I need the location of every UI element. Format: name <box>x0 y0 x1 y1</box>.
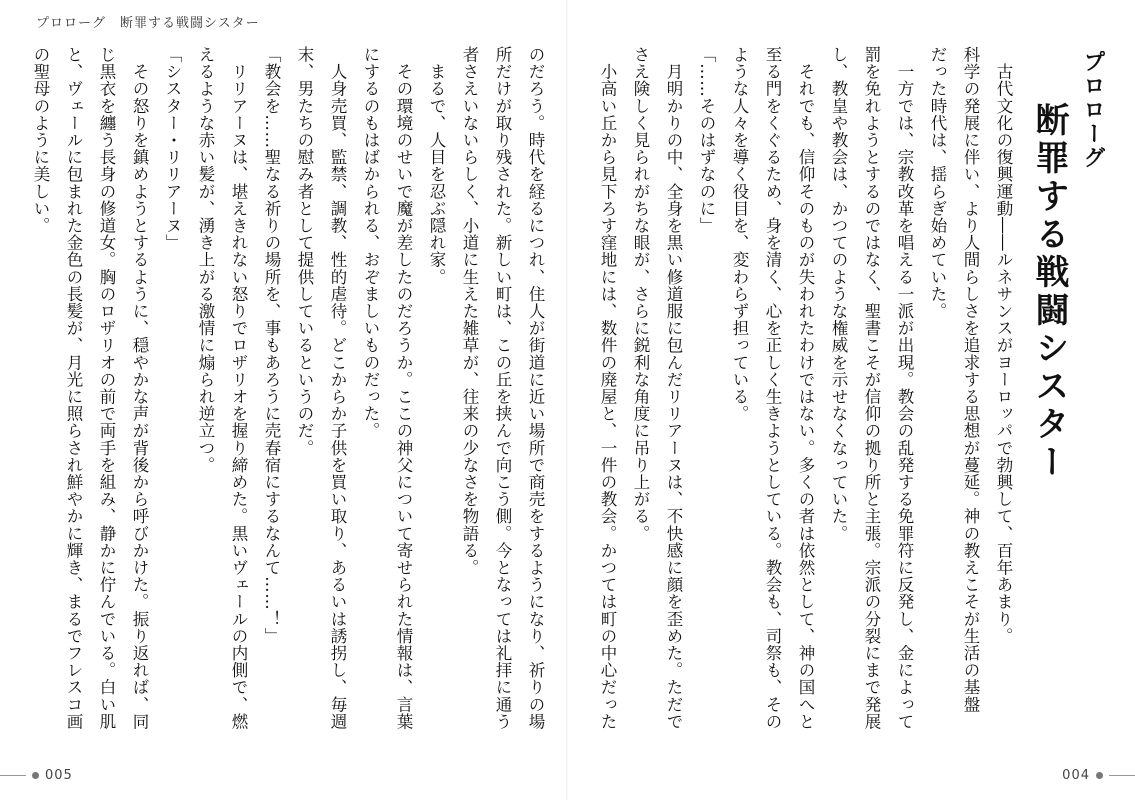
text-line: ような人々を導く役目を、変わらず担っている。 <box>730 46 749 423</box>
left-page-text <box>31 46 552 766</box>
text-line: し、教皇や教会は、かつてのような権威を示せなくなっていた。 <box>829 46 848 542</box>
text-line: 末、男たちの慰み者として提供しているというのだ。 <box>295 46 314 457</box>
folio-dot-icon <box>32 772 39 779</box>
text-line: だった時代は、揺らぎ始めていた。 <box>928 46 947 320</box>
page-gutter <box>566 0 568 800</box>
text-line: 者さえいないらしく、小道に生えた雑草が、往来の少なさを物語る。 <box>460 46 479 577</box>
text-line: 人身売買、監禁、調教、性的虐待。どこからか子供を買い取り、あるいは誘拐し、毎週 <box>328 46 347 730</box>
folio-rule <box>0 775 26 776</box>
text-line: 罰を免れようとするのではなく、聖書こそが信仰の拠り所と主張。宗派の分裂にまで発展 <box>862 46 881 730</box>
chapter-title: 断罪する戦闘シスター <box>1029 102 1069 482</box>
folio-right <box>1062 768 1135 783</box>
page-number-right: 004 <box>1062 768 1090 783</box>
text-line: 「……そのはずなのに」 <box>697 46 716 235</box>
text-line: 科学の発展に伴い、より人間らしさを追求する思想が蔓延。神の教えこそが生活の基盤 <box>961 46 980 713</box>
text-line: のだろう。時代を経るにつれ、住人が街道に近い場所で商売をするようになり、祈りの場 <box>526 46 545 730</box>
text-line: 一方では、宗教改革を唱える一派が出現。教会の乱発する免罪符に反発し、金によって <box>895 46 914 730</box>
left-page-body <box>31 46 552 766</box>
chapter-label: プロローグ <box>1080 50 1105 170</box>
text-line: その怒りを鎮めようとするように、穏やかな声が背後から呼びかけた。振り返れば、同 <box>130 46 149 730</box>
text-line: さえ険しく見られがちな眼が、さらに鋭利な角度に吊り上がる。 <box>631 46 650 542</box>
text-line: の聖母のように美しい。 <box>31 46 50 235</box>
folio-dot-icon <box>1096 772 1103 779</box>
text-line: にするのもはばかられる、おぞましいものだった。 <box>361 46 380 440</box>
text-line: リリアーヌは、堪えきれない怒りでロザリオを握り締めた。黒いヴェールの内側で、燃 <box>229 46 248 730</box>
folio-left <box>0 768 73 783</box>
text-line: 「シスター・リリアーヌ」 <box>163 46 182 252</box>
right-page-body <box>583 46 1020 766</box>
running-head: プロローグ 断罪する戦闘シスター <box>36 16 260 31</box>
page-number-left: 005 <box>45 768 73 783</box>
text-line: 小高い丘から見下ろす窪地には、数件の廃屋と、一件の教会。かつては町の中心だった <box>598 46 617 730</box>
text-line: それでも、信仰そのものが失われたわけではない。多くの者は依然として、神の国へと <box>796 46 815 730</box>
right-page-text <box>583 46 1020 766</box>
text-line: 古代文化の復興運動――ルネサンスがヨーロッパで勃興して、百年あまり。 <box>994 46 1013 645</box>
text-line: じ黒衣を纏う長身の修道女。胸のロザリオの前で両手を組み、静かに佇んでいる。白い肌 <box>97 46 116 730</box>
chapter-heading <box>1022 46 1112 606</box>
text-line: と、ヴェールに包まれた金色の長髪が、月光に照らされ鮮やかに輝き、まるでフレスコ画 <box>64 46 83 730</box>
text-line: 所だけが取り残された。新しい町は、この丘を挟んで向こう側。今となっては礼拝に通う <box>493 46 512 730</box>
text-line: 至る門をくぐるため、身を清く、心を正しく生きようとしている。教会も、司祭も、その <box>763 46 782 730</box>
text-line: 「教会を……聖なる祈りの場所を、事もあろうに売春宿にするなんて……！」 <box>262 46 281 645</box>
text-line: えるような赤い髪が、湧き上がる激情に煽られ逆立つ。 <box>196 46 215 474</box>
text-line: まるで、人目を忍ぶ隠れ家。 <box>427 46 446 286</box>
folio-rule <box>1109 775 1135 776</box>
text-line: 月明かりの中、全身を黒い修道服に包んだリリアーヌは、不快感に顔を歪めた。ただで <box>664 46 683 730</box>
text-line: その環境のせいで魔が差したのだろうか。ここの神父について寄せられた情報は、言葉 <box>394 46 413 730</box>
